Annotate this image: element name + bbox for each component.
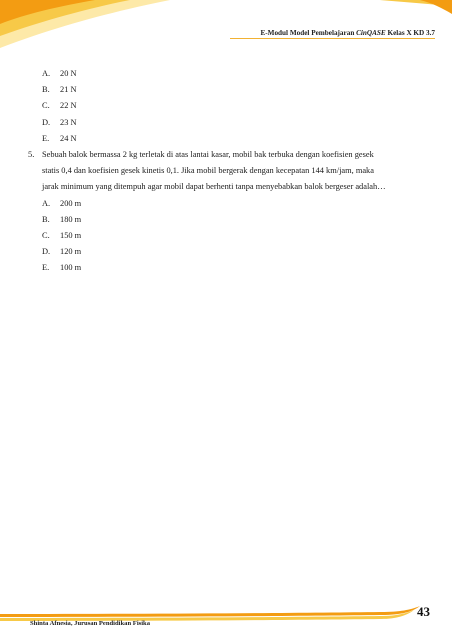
option-item: E. 24 N [42, 133, 77, 143]
previous-question-options [28, 66, 428, 147]
header-title: E-Modul Model Pembelajaran CinQASE Kelas X KD 3.7 [260, 29, 435, 37]
option-item: A. 20 N [42, 69, 77, 78]
page-number: 43 [417, 604, 430, 619]
question-5 [28, 147, 428, 196]
option-item: E. 100 m [42, 263, 82, 273]
question-number: 5. [28, 149, 35, 159]
option-item: D. 120 m [42, 247, 82, 257]
header-divider [230, 38, 435, 39]
footer-author: Shinta Afnesia, Jurusan Pendidikan Fisika [30, 620, 151, 627]
option-item: D. 23 N [42, 117, 77, 127]
option-item: B. 21 N [42, 85, 77, 95]
option-item: A. 200 m [42, 198, 82, 208]
option-item: B. 180 m [42, 214, 82, 224]
question-text: Sebuah balok bermassa 2 kg terletak di atas lantai kasar, mobil bak terbuka dengan koefisien gesek statis 0,4 dan koefisien gesek kinetis 0,1. Jika mobil bergerak dengan kecepatan 144 km/jam, maka jarak minimum yang ditempuh agar mobil dapat berhenti tanpa menyebabkan balok bergeser adalah… [42, 149, 386, 192]
option-item: C. 22 N [42, 101, 77, 111]
page-content [28, 66, 428, 276]
question-5-options [28, 196, 428, 277]
option-item: C. 150 m [42, 230, 82, 240]
